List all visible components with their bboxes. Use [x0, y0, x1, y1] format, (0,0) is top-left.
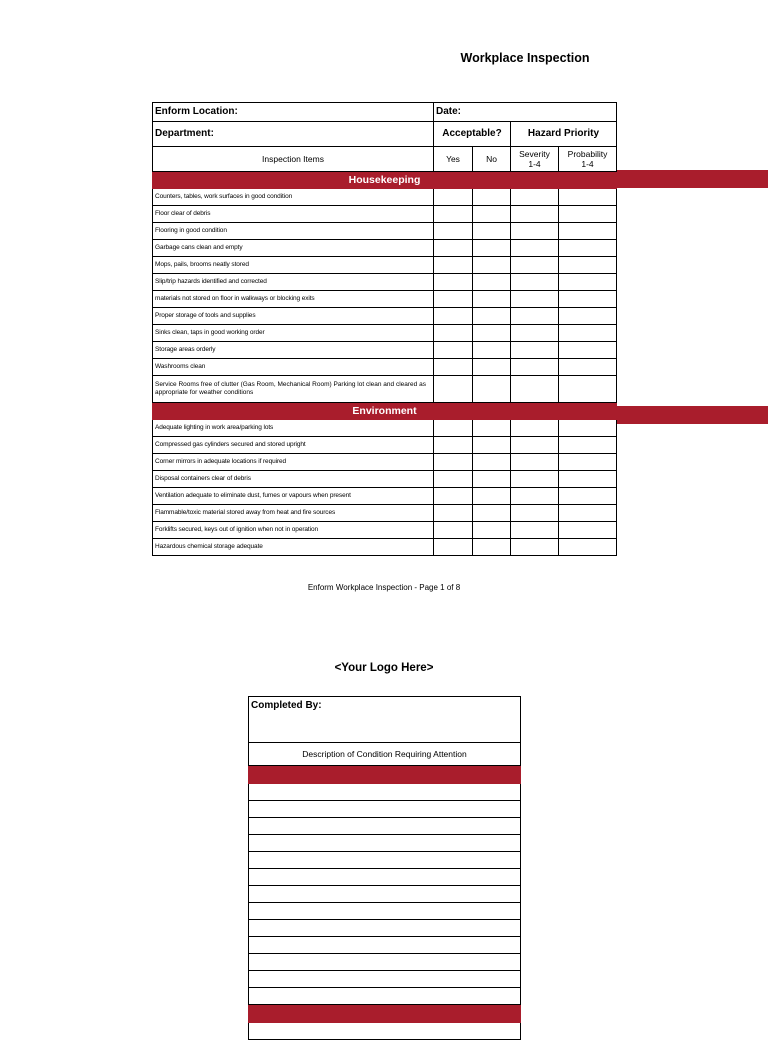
probability-cell[interactable] [559, 488, 617, 505]
probability-cell[interactable] [559, 291, 617, 308]
inspection-item: Adequate lighting in work area/parking lots [153, 420, 434, 437]
table-row [153, 420, 617, 437]
severity-cell[interactable] [511, 257, 559, 274]
yes-cell[interactable] [434, 189, 473, 206]
inspection-item: Slip/trip hazards identified and corrected [153, 274, 434, 291]
probability-cell[interactable] [559, 505, 617, 522]
no-cell[interactable] [473, 471, 511, 488]
table-row [249, 886, 521, 903]
table-row [249, 784, 521, 801]
severity-cell[interactable] [511, 291, 559, 308]
severity-cell[interactable] [511, 376, 559, 403]
inspection-item: Floor clear of debris [153, 206, 434, 223]
no-cell[interactable] [473, 223, 511, 240]
yes-cell[interactable] [434, 539, 473, 556]
probability-cell[interactable] [559, 471, 617, 488]
no-cell[interactable] [473, 522, 511, 539]
table-row [153, 539, 617, 556]
table-row [153, 325, 617, 342]
section-band [249, 1005, 521, 1023]
section-title: Housekeeping [153, 172, 617, 189]
page-title: Workplace Inspection [460, 51, 590, 65]
severity-range: 1-4 [528, 159, 541, 169]
table-row [153, 437, 617, 454]
date-label: Date: [434, 103, 617, 122]
severity-cell[interactable] [511, 471, 559, 488]
table-row [153, 223, 617, 240]
yes-cell[interactable] [434, 359, 473, 376]
inspection-items-header: Inspection Items [153, 147, 434, 172]
yes-cell[interactable] [434, 454, 473, 471]
table-row [249, 835, 521, 852]
yes-cell[interactable] [434, 274, 473, 291]
no-cell[interactable] [473, 189, 511, 206]
acceptable-label: Acceptable? [434, 122, 511, 147]
no-cell[interactable] [473, 488, 511, 505]
inspection-item: Proper storage of tools and supplies [153, 308, 434, 325]
table-row [249, 971, 521, 988]
probability-cell[interactable] [559, 206, 617, 223]
location-label: Enform Location: [153, 103, 434, 122]
yes-cell[interactable] [434, 291, 473, 308]
blank-row[interactable] [249, 869, 521, 886]
probability-cell[interactable] [559, 420, 617, 437]
blank-row[interactable] [249, 818, 521, 835]
page-footer: Enform Workplace Inspection - Page 1 of 8 [307, 583, 461, 592]
inspection-item: Washrooms clean [153, 359, 434, 376]
probability-cell[interactable] [559, 325, 617, 342]
yes-cell[interactable] [434, 206, 473, 223]
severity-cell[interactable] [511, 274, 559, 291]
probability-cell[interactable] [559, 274, 617, 291]
probability-cell[interactable] [559, 539, 617, 556]
no-cell[interactable] [473, 308, 511, 325]
yes-cell[interactable] [434, 522, 473, 539]
yes-cell[interactable] [434, 257, 473, 274]
severity-header [511, 147, 559, 172]
probability-label: Probability [567, 149, 608, 159]
table-row [249, 937, 521, 954]
hazard-priority-label: Hazard Priority [511, 122, 617, 147]
severity-cell[interactable] [511, 240, 559, 257]
blank-row[interactable] [249, 971, 521, 988]
severity-cell[interactable] [511, 488, 559, 505]
table-row [249, 818, 521, 835]
severity-cell[interactable] [511, 522, 559, 539]
table-row [249, 903, 521, 920]
probability-cell[interactable] [559, 454, 617, 471]
probability-cell[interactable] [559, 189, 617, 206]
probability-cell[interactable] [559, 257, 617, 274]
logo-placeholder: <Your Logo Here> [334, 662, 434, 674]
inspection-table [152, 102, 617, 556]
probability-range: 1-4 [581, 159, 594, 169]
table-row [153, 257, 617, 274]
table-row [153, 471, 617, 488]
blank-row[interactable] [249, 886, 521, 903]
no-cell[interactable] [473, 274, 511, 291]
no-cell[interactable] [473, 376, 511, 403]
severity-cell[interactable] [511, 223, 559, 240]
table-row [249, 954, 521, 971]
table-row [249, 869, 521, 886]
yes-cell[interactable] [434, 437, 473, 454]
blank-row[interactable] [249, 937, 521, 954]
inspection-item: Garbage cans clean and empty [153, 240, 434, 257]
yes-cell[interactable] [434, 471, 473, 488]
no-cell[interactable] [473, 539, 511, 556]
inspection-item: Compressed gas cylinders secured and stored upright [153, 437, 434, 454]
yes-cell[interactable] [434, 420, 473, 437]
no-cell[interactable] [473, 420, 511, 437]
blank-row[interactable] [249, 988, 521, 1005]
table-row [153, 376, 617, 403]
no-header: No [473, 147, 511, 172]
table-row [249, 852, 521, 869]
yes-cell[interactable] [434, 308, 473, 325]
blank-row[interactable] [249, 1023, 521, 1040]
inspection-item: Storage areas orderly [153, 342, 434, 359]
inspection-item: Forklifts secured, keys out of ignition when not in operation [153, 522, 434, 539]
department-label: Department: [153, 122, 434, 147]
blank-row[interactable] [249, 801, 521, 818]
yes-cell[interactable] [434, 325, 473, 342]
no-cell[interactable] [473, 359, 511, 376]
inspection-item: materials not stored on floor in walkways or blocking exits [153, 291, 434, 308]
blank-row[interactable] [249, 852, 521, 869]
table-row [153, 359, 617, 376]
section-band-extension [616, 406, 768, 424]
yes-cell[interactable] [434, 488, 473, 505]
section-band [249, 766, 521, 784]
probability-cell[interactable] [559, 437, 617, 454]
inspection-item: Sinks clean, taps in good working order [153, 325, 434, 342]
severity-cell[interactable] [511, 420, 559, 437]
inspection-item: Mops, pails, brooms neatly stored [153, 257, 434, 274]
severity-cell[interactable] [511, 325, 559, 342]
table-row [153, 522, 617, 539]
probability-cell[interactable] [559, 522, 617, 539]
table-row [153, 505, 617, 522]
yes-cell[interactable] [434, 342, 473, 359]
probability-cell[interactable] [559, 376, 617, 403]
no-cell[interactable] [473, 257, 511, 274]
no-cell[interactable] [473, 240, 511, 257]
inspection-item: Hazardous chemical storage adequate [153, 539, 434, 556]
table-row [249, 988, 521, 1005]
table-row [153, 274, 617, 291]
severity-cell[interactable] [511, 206, 559, 223]
no-cell[interactable] [473, 505, 511, 522]
yes-cell[interactable] [434, 223, 473, 240]
severity-label: Severity [519, 149, 550, 159]
severity-cell[interactable] [511, 342, 559, 359]
inspection-item: Disposal containers clear of debris [153, 471, 434, 488]
blank-row[interactable] [249, 835, 521, 852]
severity-cell[interactable] [511, 539, 559, 556]
section-title: Environment [153, 403, 617, 420]
severity-cell[interactable] [511, 308, 559, 325]
severity-cell[interactable] [511, 454, 559, 471]
yes-cell[interactable] [434, 376, 473, 403]
table-row [153, 189, 617, 206]
no-cell[interactable] [473, 342, 511, 359]
table-row [153, 342, 617, 359]
inspection-item: Flooring in good condition [153, 223, 434, 240]
table-row [153, 488, 617, 505]
table-row [153, 454, 617, 471]
probability-header [559, 147, 617, 172]
table-row [249, 801, 521, 818]
inspection-item: Service Rooms free of clutter (Gas Room, Mechanical Room) Parking lot clean and cleared as appropriate for weather conditions [153, 376, 434, 403]
completed-by-label: Completed By: [249, 697, 521, 743]
inspection-item: Corner mirrors in adequate locations if required [153, 454, 434, 471]
attention-table [248, 696, 521, 1040]
section-band-extension [616, 170, 768, 188]
probability-cell[interactable] [559, 342, 617, 359]
yes-cell[interactable] [434, 505, 473, 522]
severity-cell[interactable] [511, 505, 559, 522]
inspection-item: Counters, tables, work surfaces in good condition [153, 189, 434, 206]
no-cell[interactable] [473, 454, 511, 471]
description-header: Description of Condition Requiring Attention [249, 743, 521, 766]
no-cell[interactable] [473, 437, 511, 454]
table-row [153, 240, 617, 257]
no-cell[interactable] [473, 291, 511, 308]
inspection-item: Ventilation adequate to eliminate dust, fumes or vapours when present [153, 488, 434, 505]
yes-cell[interactable] [434, 240, 473, 257]
blank-row[interactable] [249, 920, 521, 937]
no-cell[interactable] [473, 325, 511, 342]
table-row [153, 308, 617, 325]
blank-row[interactable] [249, 784, 521, 801]
table-row [249, 920, 521, 937]
blank-row[interactable] [249, 954, 521, 971]
probability-cell[interactable] [559, 359, 617, 376]
section-header-row [153, 403, 617, 420]
yes-header: Yes [434, 147, 473, 172]
inspection-item: Flammable/toxic material stored away from heat and fire sources [153, 505, 434, 522]
no-cell[interactable] [473, 206, 511, 223]
probability-cell[interactable] [559, 240, 617, 257]
table-row [153, 206, 617, 223]
probability-cell[interactable] [559, 308, 617, 325]
section-header-row [153, 172, 617, 189]
severity-cell[interactable] [511, 359, 559, 376]
severity-cell[interactable] [511, 189, 559, 206]
probability-cell[interactable] [559, 223, 617, 240]
table-row [153, 291, 617, 308]
severity-cell[interactable] [511, 437, 559, 454]
blank-row[interactable] [249, 903, 521, 920]
